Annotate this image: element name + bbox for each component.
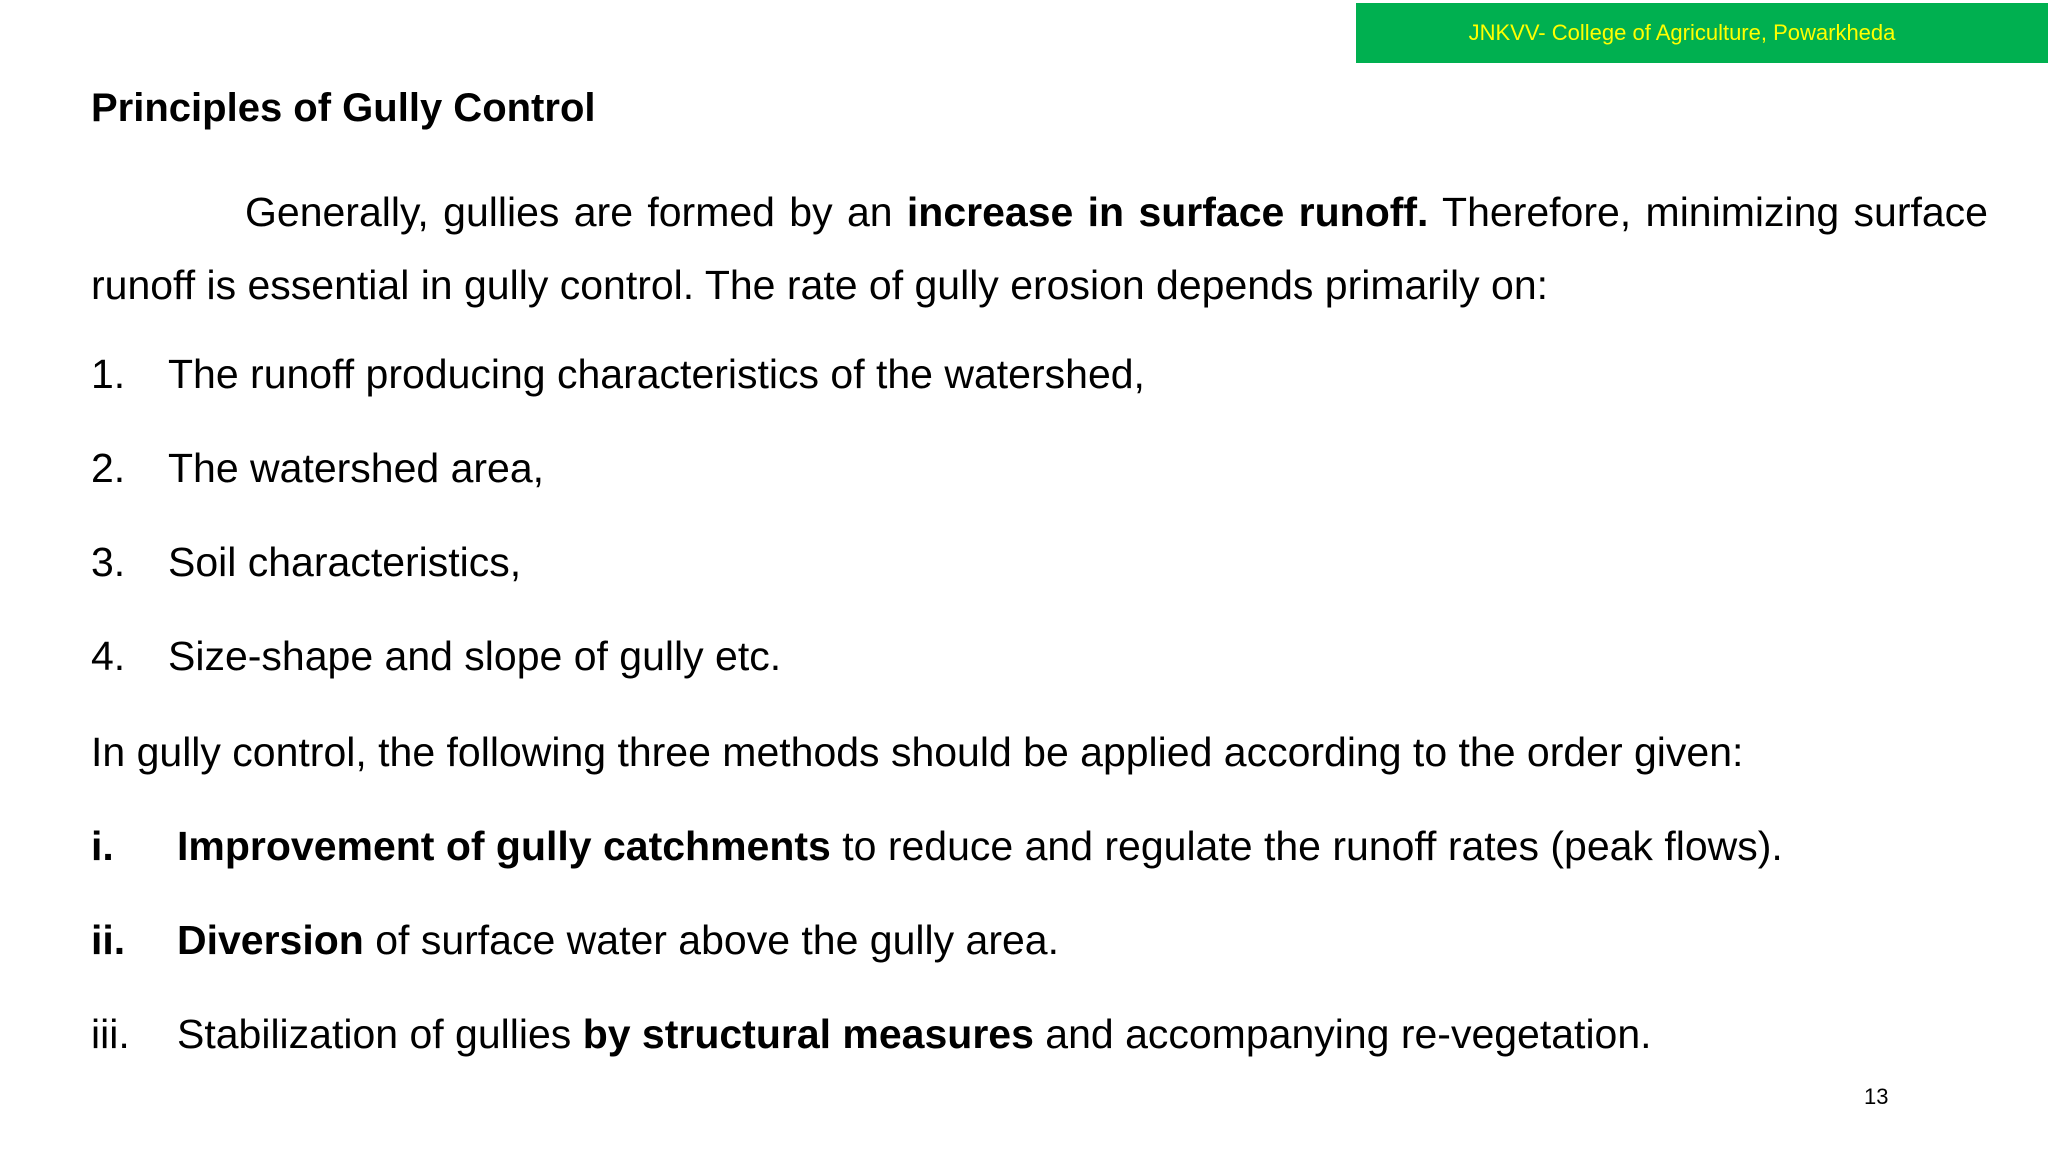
- factor-item: [91, 628, 781, 684]
- factor-number: 1.: [91, 351, 126, 397]
- factor-item: [91, 534, 521, 590]
- factor-number: 4.: [91, 633, 126, 679]
- factor-text: The runoff producing characteristics of the watershed,: [168, 351, 1145, 397]
- page-number: 13: [1864, 1084, 1889, 1109]
- methods-intro: In gully control, the following three methods should be applied according to the order given:: [91, 729, 1744, 775]
- method-emphasis: Improvement of gully catchments: [177, 823, 831, 869]
- method-text-start: Stabilization of gullies: [177, 1011, 583, 1057]
- slide-title: Principles of Gully Control: [91, 86, 596, 130]
- method-number: ii.: [91, 917, 126, 963]
- method-item: [91, 818, 1783, 874]
- method-text-end: of surface water above the gully area.: [363, 917, 1059, 963]
- factor-item: [91, 346, 1145, 402]
- method-number: i.: [91, 823, 114, 869]
- intro-text-start: Generally, gullies are formed by an: [245, 189, 907, 235]
- method-item: [91, 912, 1059, 968]
- method-emphasis: by structural measures: [582, 1011, 1034, 1057]
- factor-text: Soil characteristics,: [168, 539, 522, 585]
- method-emphasis: Diversion: [177, 917, 364, 963]
- intro-text-end: Therefore, minimizing surface runoff is essential in gully control. The rate of gully erosion depends primarily on:: [91, 189, 1988, 308]
- intro-paragraph: [91, 176, 1988, 322]
- intro-emphasis: increase in surface runoff.: [906, 189, 1429, 235]
- method-text-end: to reduce and regulate the runoff rates (peak flows).: [830, 823, 1783, 869]
- factor-number: 3.: [91, 539, 126, 585]
- factor-text: The watershed area,: [168, 445, 545, 491]
- header-banner: [1356, 3, 2048, 63]
- factor-item: [91, 440, 544, 496]
- factor-text: Size-shape and slope of gully etc.: [168, 633, 782, 679]
- method-item: [91, 1006, 1652, 1062]
- factor-number: 2.: [91, 445, 126, 491]
- method-number: iii.: [91, 1011, 130, 1057]
- method-text-end: and accompanying re-vegetation.: [1033, 1011, 1652, 1057]
- institution-name: JNKVV- College of Agriculture, Powarkheda: [1468, 20, 1896, 45]
